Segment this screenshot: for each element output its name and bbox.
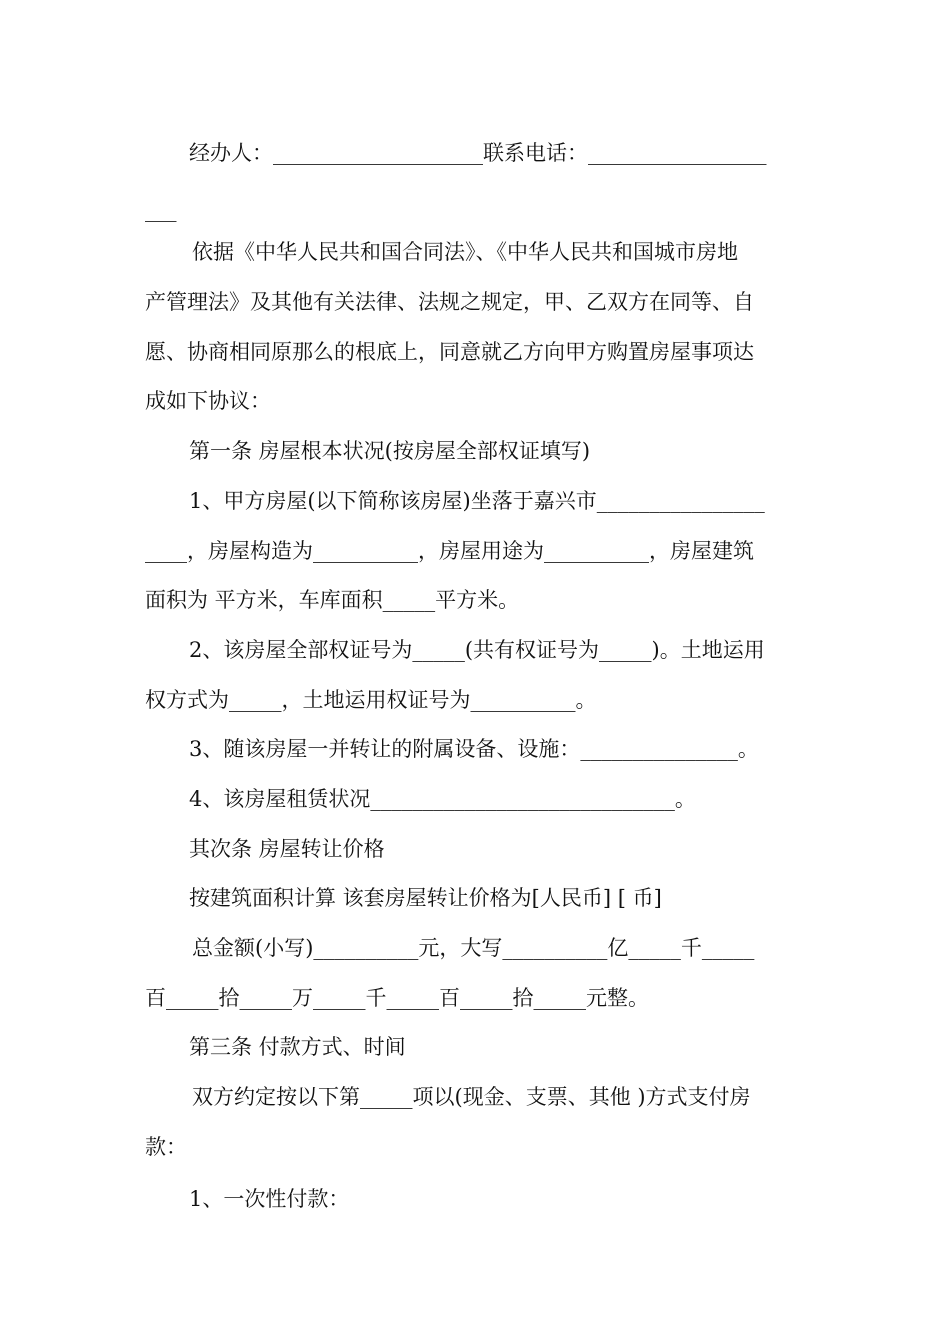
- lump-sum-payment-item: 1、一次性付款：: [189, 1187, 350, 1211]
- clause-1-line-1: 1、甲方房屋(以下简称该房屋)坐落于嘉兴市________________: [189, 489, 765, 513]
- preamble-line-3: 愿、协商相同原那么的根底上，同意就乙方向甲方购置房屋事项达: [145, 340, 754, 364]
- clause-1-line-2: ____，房屋构造为__________，房屋用途为__________，房屋建筑: [145, 539, 754, 563]
- payment-method-line-1: 双方约定按以下第_____项以(现金、支票、其他 )方式支付房: [192, 1085, 751, 1109]
- article-2-heading: 其次条 房屋转让价格: [189, 837, 385, 861]
- clause-4: 4、该房屋租赁状况_____________________________。: [189, 787, 696, 811]
- preamble-line-1: 依据《中华人民共和国合同法》、《中华人民共和国城市房地: [192, 240, 738, 264]
- payment-method-line-2: 款：: [145, 1135, 187, 1159]
- clause-2-line-1: 2、该房屋全部权证号为_____(共有权证号为_____)。土地运用: [189, 638, 765, 662]
- clause-3: 3、随该房屋一并转让的附属设备、设施：_______________。: [189, 737, 759, 761]
- phone-continuation: ___: [145, 198, 177, 222]
- clause-1-line-3: 面积为 平方米，车库面积_____平方米。: [145, 588, 520, 612]
- article-3-heading: 第三条 付款方式、时间: [189, 1035, 406, 1059]
- price-basis-line: 按建筑面积计算 该套房屋转让价格为[人民币] [ 币]: [189, 886, 662, 910]
- article-1-heading: 第一条 房屋根本状况(按房屋全部权证填写): [189, 439, 591, 463]
- total-amount-line-1: 总金额(小写)__________元，大写__________亿_____千_____: [192, 936, 755, 960]
- clause-2-line-2: 权方式为_____，土地运用权证号为__________。: [145, 688, 597, 712]
- handler-phone-line: 经办人：____________________联系电话：_________________: [189, 141, 767, 165]
- total-amount-line-2: 百_____拾_____万_____千_____百_____拾_____元整。: [145, 986, 649, 1010]
- preamble-line-2: 产管理法》及其他有关法律、法规之规定，甲、乙双方在同等、自: [145, 290, 754, 314]
- preamble-line-4: 成如下协议：: [145, 389, 271, 413]
